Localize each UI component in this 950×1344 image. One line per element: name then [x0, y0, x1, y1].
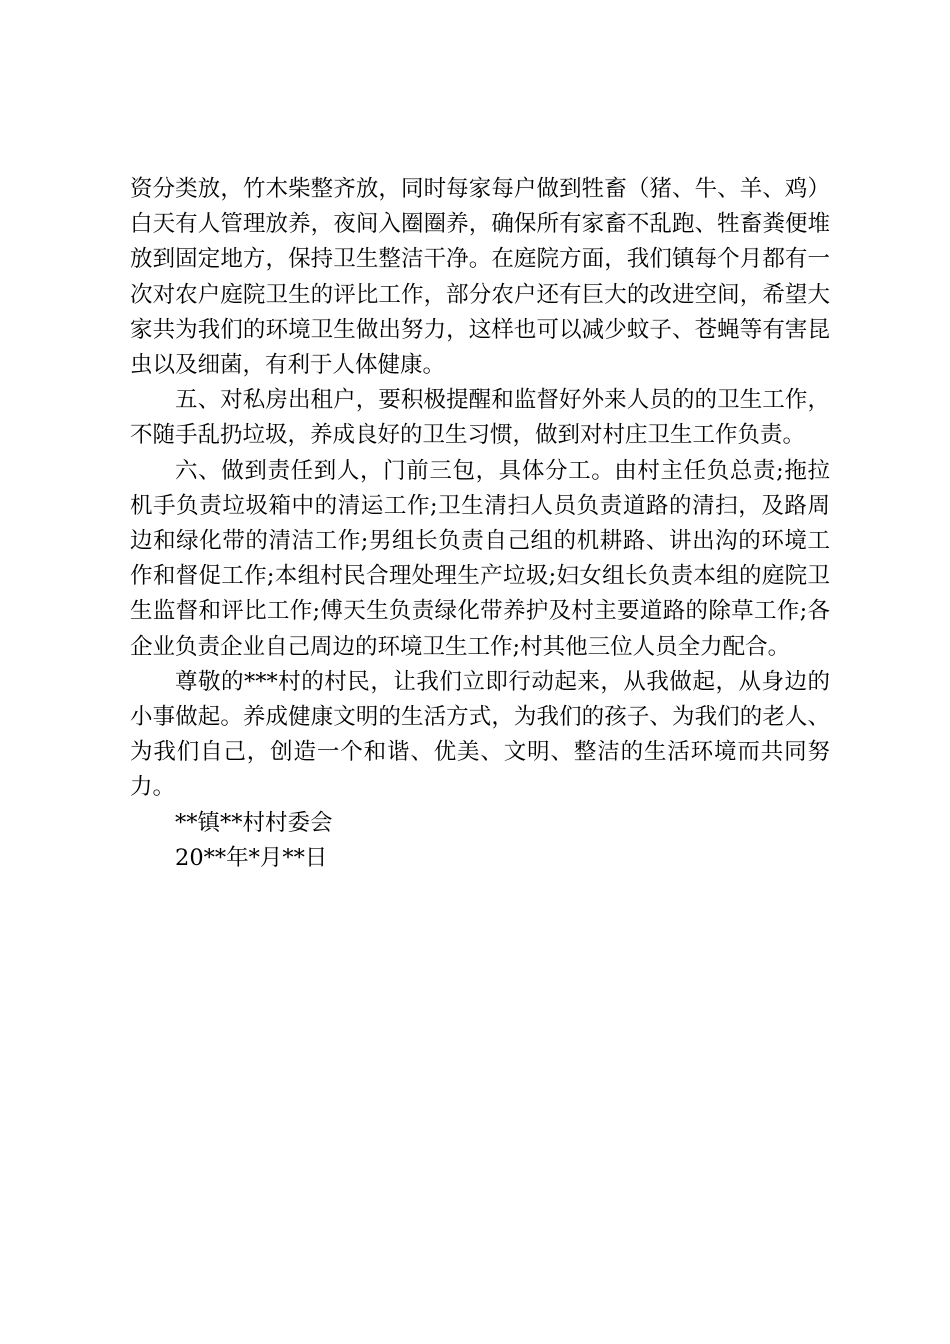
- paragraph-item-five: 五、对私房出租户，要积极提醒和监督好外来人员的的卫生工作，不随手乱扔垃圾，养成良好的卫生习惯，做到对村庄卫生工作负责。: [130, 387, 830, 449]
- signature-committee: **镇**村村委会: [175, 809, 333, 836]
- paragraph-item-six: 六、做到责任到人，门前三包，具体分工。由村主任负总责;拖拉机手负责垃圾箱中的清运工作;卫生清扫人员负责道路的清扫，及路周边和绿化带的清洁工作;男组长负责自己组的机耕路、讲出沟的环境工作和督促工作;本组村民合理处理生产垃圾;妇女组长负责本组的庭院卫生监督和评比工作;傅天生负责绿化带养护及村主要道路的除草工作;各企业负责企业自己周边的环境卫生工作;村其他三位人员全力配合。: [130, 457, 830, 660]
- document-body: [130, 172, 830, 876]
- paragraph-continuation: 资分类放，竹木柴整齐放，同时每家每户做到牲畜（猪、牛、羊、鸡）白天有人管理放养，夜间入圈圈养，确保所有家畜不乱跑、牲畜粪便堆放到固定地方，保持卫生整洁干净。在庭院方面，我们镇每个月都有一次对农户庭院卫生的评比工作，部分农户还有巨大的改进空间，希望大家共为我们的环境卫生做出努力，这样也可以减少蚊子、苍蝇等有害昆虫以及细菌，有利于人体健康。: [130, 176, 830, 379]
- signature-date: 20**年*月**日: [175, 844, 328, 871]
- paragraph-closing-appeal: 尊敬的***村的村民，让我们立即行动起来，从我做起，从身边的小事做起。养成健康文明的生活方式，为我们的孩子、为我们的老人、为我们自己，创造一个和谐、优美、文明、整洁的生活环境而共同努力。: [130, 668, 830, 801]
